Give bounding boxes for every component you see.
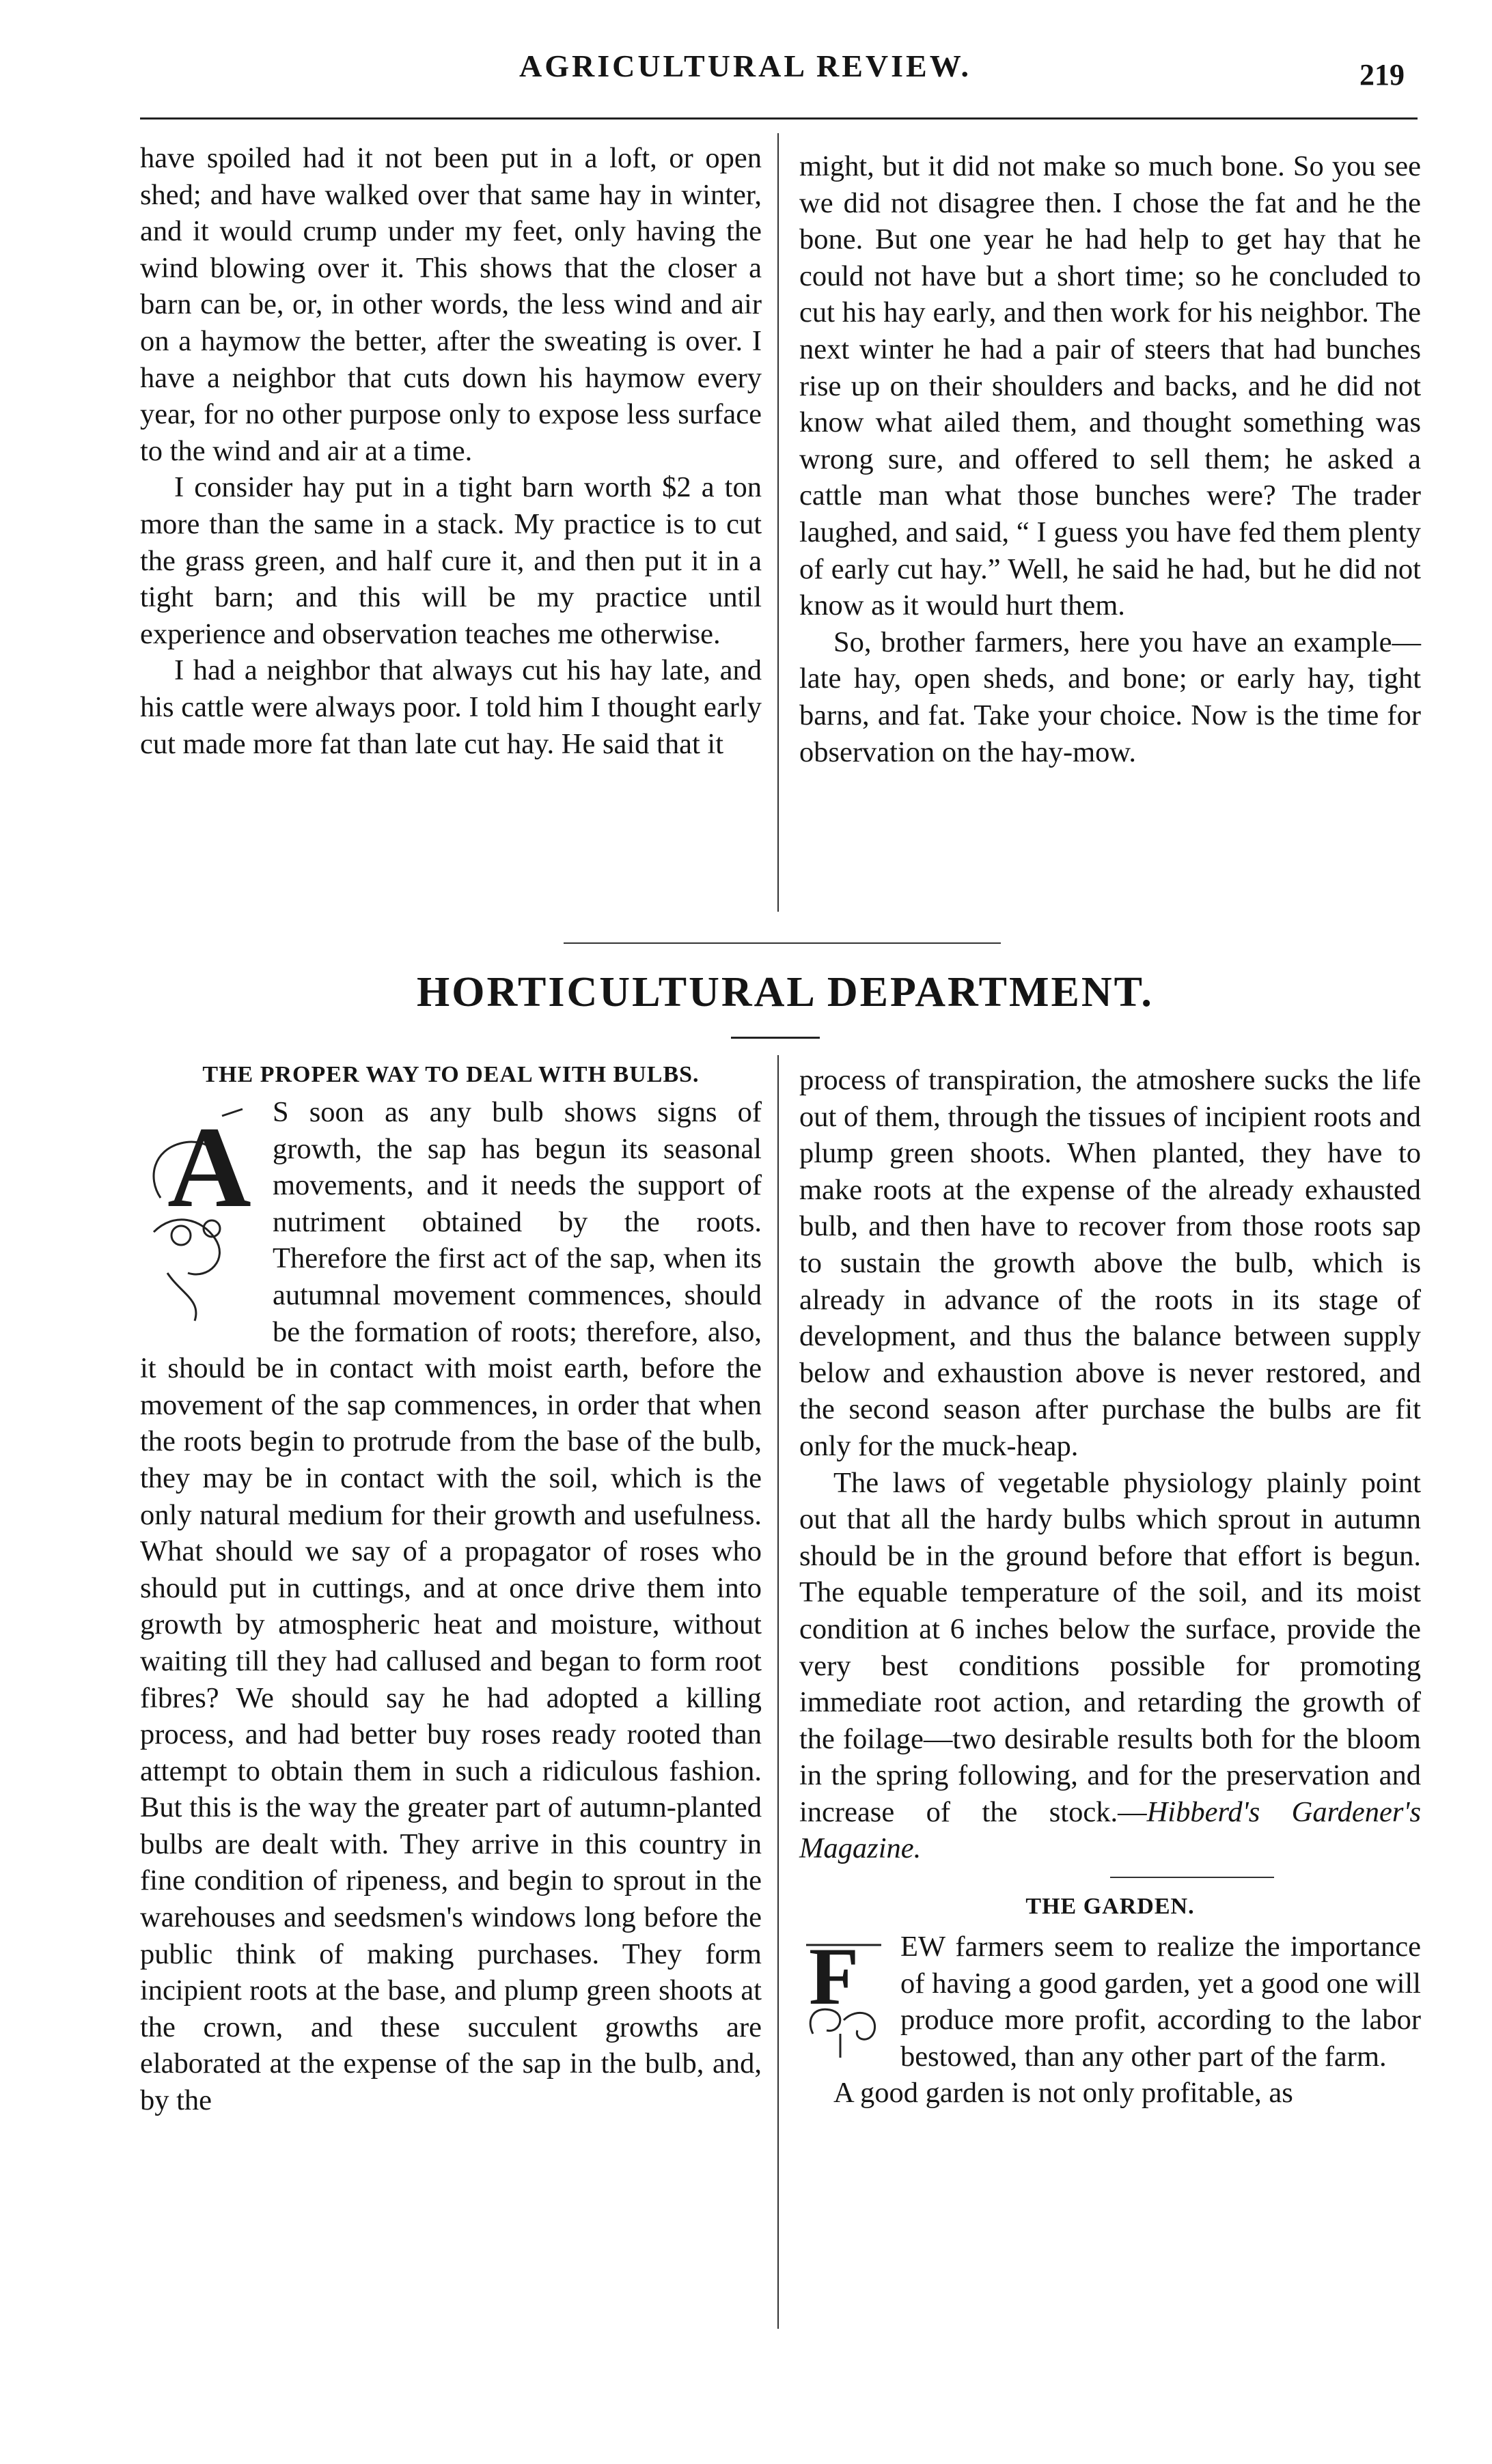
column-divider-bottom [777,1055,779,2329]
running-head: AGRICULTURAL REVIEW. [519,48,971,83]
bulbs-article-left-column [140,1060,762,2119]
top-article-left-column [140,140,762,762]
section-title-underline [731,1037,820,1039]
bulbs-article-right-column [799,1062,1421,2112]
column-divider-top [777,133,779,912]
bulbs-article-title: THE PROPER WAY TO DEAL WITH BULBS. [202,1062,700,1087]
bulbs-right-paragraph-2 [799,1465,1421,1868]
top-right-paragraph-1: might, but it did not make so much bone. So you see we did not disagree then. I chose the fat and he the bone. But one year he had help to get hay that he could not have but a short time; so he concluded to cut his hay early, and then work for his neighbor. The next winter he had a pair of steers that had bunches rise up on their shoulders and backs, and he did not know what ailed them, and thought something was wrong sure, and offered to sell them; he asked a cattle man what those bunches were? The trader laughed, and said, “ I guess you have fed them plenty of early cut hay.” Well, he said he had, but he did not know as it would hurt them. [799,150,1421,622]
garden-paragraph-2: A good garden is not only profitable, as [833,2077,1293,2110]
ornamental-dropcap-a [140,1095,256,1328]
garden-paragraph-1: EW farmers seem to realize the importance of having a good garden, yet a good one will produce more profit, according to the labor bestowed, than any other part of the farm. [900,1931,1421,2073]
dropcap-letter-a: A [167,1103,251,1231]
section-title: HORTICULTURAL DEPARTMENT. [417,969,1154,1016]
garden-opening [799,1929,1421,2075]
bulbs-right-paragraph-2-text: The laws of vegetable physiology plainly point out that all the hardy bulbs which sprout in autumn should be in the ground before that effort is begun. The equable temperature of the soil, and its moist condition at 6 inches below the surface, provide the very best conditions possible for promoting immediate root action, and retarding the growth of the foilage—two desirable results both for the bloom in the spring following, and for the preservation and increase of the stock.— [799,1466,1421,1828]
bulbs-source-credit: Hibberd's Gardener's Magazine. [799,1795,1421,1865]
garden-separator-rule [1110,1877,1274,1878]
section-separator-rule [564,942,1001,944]
header-rule [140,117,1418,120]
bulbs-opening [140,1094,762,2119]
bulbs-right-paragraph-1: process of transpiration, the atmoshere sucks the life out of them, through the tissues of incipient roots and plump green shoots. When planted, they have to make roots at the expense of the already exhausted bulb, and then have to recover from those roots sap to sustain the growth above the bulb, which is already in advance of the roots in its stage of development, and thus the balance between supply below and exhaustion above is never restored, and the second season after purchase the bulbs are fit only for the muck-heap. [799,1064,1421,1462]
bulbs-left-paragraph-1: S soon as any bulb shows signs of growth, the sap has begun its seasonal movements, and it needs the support of nutriment obtained by the roots. Therefore the first act of the sap, when its autumnal movement commences, should be the formation of roots; therefore, also, it should be in contact with moist earth, before the movement of the sap commences, in order that when the roots begin to protrude from the base of the bulb, they may be in contact with the soil, which is the only natural medium for their growth and usefulness. What should we say of a propagator of roses who should put in cuttings, and at once drive them into growth by atmospheric heat and moisture, without waiting till they had callused and began to form root fibres? We should say he had adopted a killing process, and had better buy roses ready rooted than attempt to obtain them in such a ridiculous fashion. But this is the way the greater part of autumn-planted bulbs are dealt with. They arrive in this country in fine condition of ripeness, and begin to sprout in the warehouses and seedsmen's windows long before the public think of making purchases. They form incipient roots at the base, and plump green shoots at the crown, and these succulent growths are elaborated at the expense of the sap in the bulb, and, by the [140,1096,762,2117]
top-article-right-column [799,148,1421,770]
dropcap-letter-f: F [809,1931,859,2022]
garden-article-title: THE GARDEN. [1025,1894,1195,1920]
page-number: 219 [1359,58,1405,92]
top-left-paragraph-2: I consider hay put in a tight barn worth $2 a ton more than the same in a stack. My practice is to cut the grass green, and half cure it, and then put it in a tight barn; and this will be my practice until experience and observation teaches me otherwise. [140,471,762,650]
ornamental-dropcap-f [799,1931,888,2061]
top-left-paragraph-3: I had a neighbor that always cut his hay late, and his cattle were always poor. I told him I thought early cut made more fat than late cut hay. He said that it [140,654,762,760]
top-right-paragraph-2: So, brother farmers, here you have an example—late hay, open sheds, and bone; or early hay, tight barns, and fat. Take your choice. Now is the time for observation on the hay-mow. [799,626,1421,768]
top-left-paragraph-1: have spoiled had it not been put in a loft, or open shed; and have walked over that same hay in winter, and it would crump under my feet, only having the wind blowing over it. This shows that the closer a barn can be, or, in other words, the less wind and air on a haymow the better, after the sweating is over. I have a neighbor that cuts down his haymow every year, for no other purpose only to expose less surface to the wind and air at a time. [140,142,762,467]
